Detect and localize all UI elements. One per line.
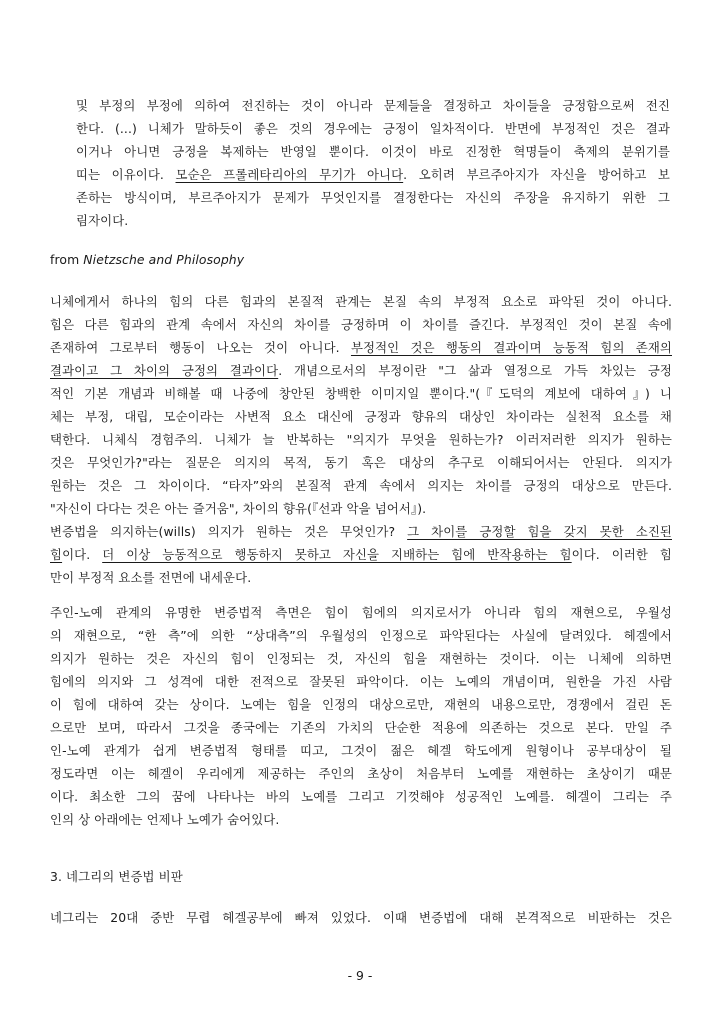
text-segment: 주인-노예 관계의 유명한 변증법적 측면은 힘이 힘에의 의지로서가 아니라 힘의 재현으로, 우월성 [50,605,672,620]
underlined-text: 결과이고 그 차이의 긍정의 결과이다 [50,363,279,378]
text-line [76,186,670,209]
text-segment: 한다. (...) 니체가 말하듯이 좋은 것의 경우에는 긍정이 일차적이다. 반면에 부정적인 것은 결과 [76,121,670,136]
text-line [50,359,672,382]
text-segment: 및 부정의 부정에 의하여 전진하는 것이 아니라 문제들을 결정하고 차이들을 긍정함으로써 전진 [76,98,670,113]
text-segment: 택한다. 니체식 경험주의. 니체가 늘 반복하는 "의지가 무엇을 원하는가? 이러저러한 의지가 원하는 [50,432,672,447]
text-line [50,497,672,520]
text-line [50,428,672,451]
text-segment: 이다. [62,547,103,562]
source-citation [50,248,670,271]
text-line [50,520,672,543]
text-line [50,601,672,624]
text-line [50,313,672,336]
source-title: Nietzsche and Philosophy [83,252,245,267]
text-segment: 이다. 이러한 힘 [571,547,672,562]
text-line [50,693,672,716]
text-segment: 적인 기본 개념과 비해볼 때 나중에 창안된 창백한 이미지일 뿐이다."(『도덕의 계보에 대하여』) 니 [50,386,672,401]
source-prefix: from [50,252,84,267]
section-heading [50,865,672,888]
text-segment: 의 재현으로, “한 측”에 의한 “상대측”의 우월성의 인정으로 파악된다는 사실에 달려있다. 헤겔에서 [50,628,672,643]
text-segment: 이 힘에 대하여 갖는 상이다. 노예는 힘을 인정의 대상으로만, 재현의 내용으로만, 경쟁에서 걸린 돈 [50,697,672,712]
text-line [50,248,670,271]
text-segment: 힘에의 의지와 그 성격에 대한 전적으로 잘못된 파악이다. 이는 노예의 개념이며, 원한을 가진 사람 [50,674,672,689]
paragraph-2 [50,520,672,589]
text-line [76,94,670,117]
text-segment: 인-노예 관계가 쉽게 변증법적 형태를 띠고, 그것이 젊은 헤겔 학도에게 원형이나 공부대상이 될 [50,743,672,758]
text-line [50,624,672,647]
text-segment: . 오히려 부르주아지가 자신을 방어하고 보 [403,167,670,182]
text-line [76,209,670,232]
text-line [50,906,672,929]
text-line [50,647,672,670]
text-line [50,336,672,359]
text-line [50,670,672,693]
text-line [76,163,670,186]
text-segment: 으로만 보며, 따라서 그것을 종국에는 기존의 가치의 단순한 적용에 의존하는 것으로 본다. 만일 주 [50,720,672,735]
text-line [76,117,670,140]
paragraph-4 [50,906,672,929]
text-segment: 정도라면 이는 헤겔이 우리에게 제공하는 주인의 초상이 처음부터 노예를 재현하는 초상이기 때문 [50,766,672,781]
underlined-text: 모순은 프롤레타리아의 무기가 아니다 [175,167,404,182]
text-line [50,808,672,831]
text-segment: 만이 부정적 요소를 전면에 내세운다. [50,570,252,585]
underlined-text: 그 차이를 긍정할 힘을 갖지 못한 소진된 [407,524,672,539]
text-line [50,543,672,566]
text-segment: 림자이다. [76,213,129,228]
text-segment: "자신이 다다는 것은 아는 즐거움", 차이의 향유(『선과 악을 넘어서』). [50,501,427,516]
text-line [50,290,672,313]
text-line [50,451,672,474]
text-line [50,405,672,428]
page-number: - 9 - [347,968,373,983]
text-segment: 네그리는 20대 중반 무렵 헤겔공부에 빠져 있었다. 이때 변증법에 대해 본격적으로 비판하는 것은 [50,910,672,925]
text-segment: 힘은 다른 힘과의 관계 속에서 자신의 차이를 긍정하며 이 차이를 즐긴다. 부정적인 것이 본질 속에 [50,317,672,332]
text-line [50,716,672,739]
text-line [76,140,670,163]
underlined-text: 힘 [50,547,63,562]
text-line [50,474,672,497]
text-segment: 변증법을 의지하는(wills) 의지가 원하는 것은 무엇인가? [50,524,408,539]
text-segment: 니체에게서 하나의 힘의 다른 힘과의 본질적 관계는 본질 속의 부정적 요소로 파악된 것이 아니다. [50,294,672,309]
text-segment: 의지가 원하는 것은 자신의 힘이 인정되는 것, 자신의 힘을 재현하는 것이다. 이는 니체에 의하면 [50,651,672,666]
text-segment: 이다. 최소한 그의 꿈에 나타나는 바의 노예를 그리고 기껏해야 성공적인 노예를. 헤겔이 그리는 주 [50,789,672,804]
text-segment: 것은 무엇인가?"라는 질문은 의지의 목적, 동기 혹은 대상의 추구로 이해되어서는 안된다. 의지가 [50,455,672,470]
paragraph-3 [50,601,672,831]
text-segment: 원하는 것은 그 차이이다. “타자”와의 본질적 관계 속에서 의지는 차이를 긍정의 대상으로 만든다. [50,478,672,493]
text-segment: . 개념으로서의 부정이란 "그 삶과 열정으로 가득 차있는 긍정 [278,363,673,378]
block-quote [76,94,670,232]
text-segment: 존재하여 그로부터 행동이 나오는 것이 아니다. [50,340,351,355]
text-segment: 체는 부정, 대립, 모순이라는 사변적 요소 대신에 긍정과 향유의 대상인 차이라는 실천적 요소를 채 [50,409,672,424]
underlined-text: 부정적인 것은 행동의 결과이며 능동적 힘의 존재의 [350,340,672,355]
text-line [50,762,672,785]
text-line [50,566,672,589]
paragraph-1 [50,290,672,520]
text-segment: 이거나 아니면 긍정을 복제하는 반영일 뿐이다. 이것이 바로 진정한 혁명들이 축제의 분위기를 [76,144,670,159]
text-line [50,382,672,405]
section-heading-text: 3. 네그리의 변증법 비판 [50,869,183,884]
text-line [50,785,672,808]
underlined-text: 더 이상 능동적으로 행동하지 못하고 자신을 지배하는 힘에 반작용하는 힘 [102,547,572,562]
text-segment: 띠는 이유이다. [76,167,176,182]
text-segment: 인의 상 아래에는 언제나 노예가 숨어있다. [50,812,280,827]
text-segment: 존하는 방식이며, 부르주아지가 문제가 무엇인지를 결정한다는 자신의 주장을 유지하기 위한 그 [76,190,670,205]
text-line [50,739,672,762]
